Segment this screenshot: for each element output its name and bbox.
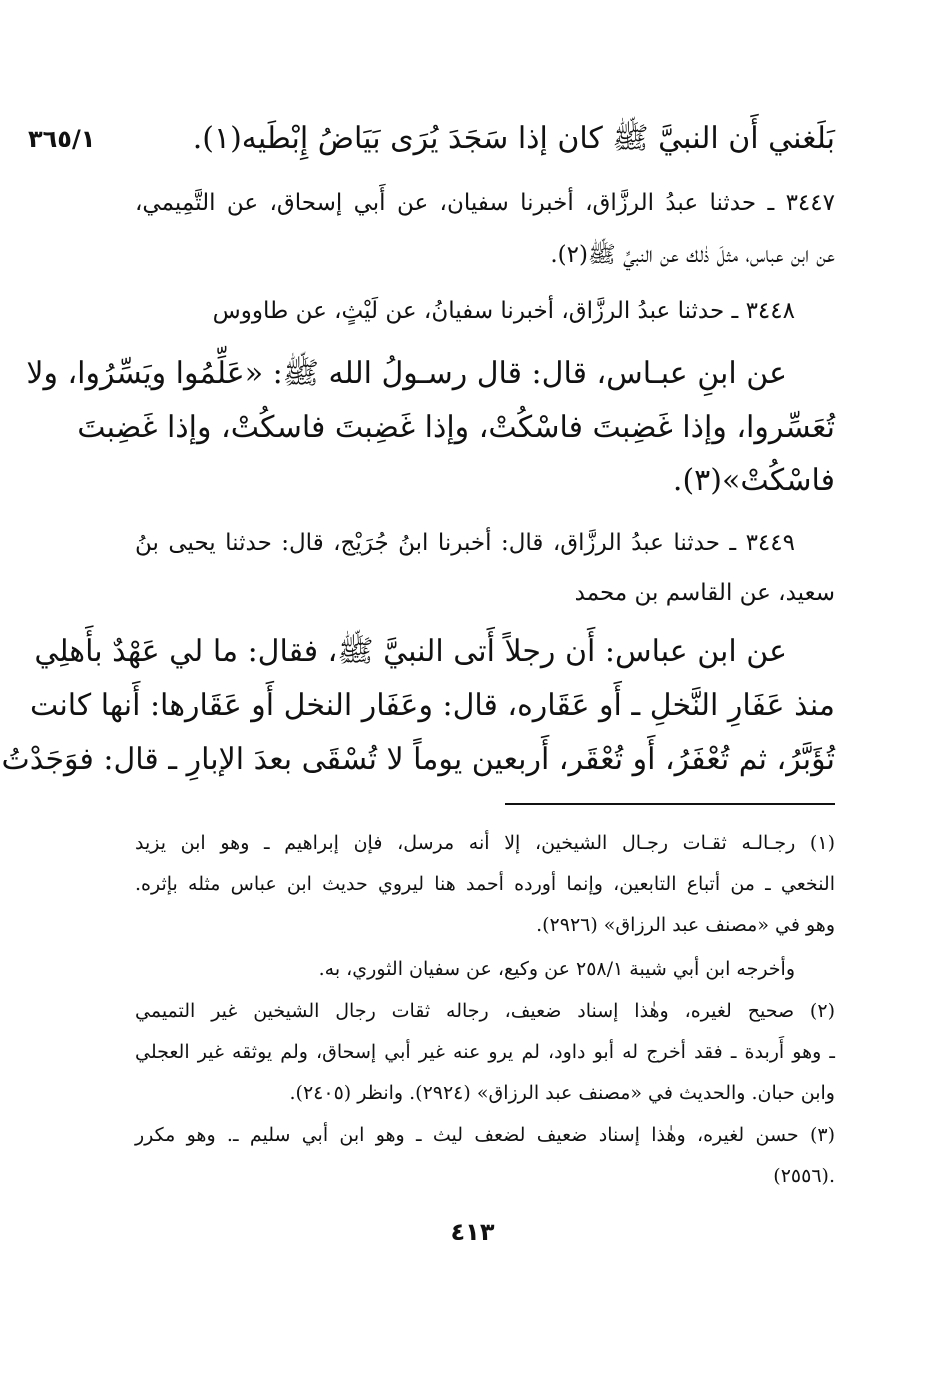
footnote-line: (١) رجـالـه ثقـات رجـال الشيخين، إلا أنه مرسل، فإن إبراهيم ـ وهو ابن يزيد [135, 832, 835, 854]
page-number: ٤١٣ [450, 1218, 495, 1246]
hadith-3449-matn-line: عن ابن عباس: أَن رجلاً أَتى النبيَّ ﷺ، فقال: ما لي عَهْدٌ بأَهلِي [34, 634, 787, 669]
hadith-3448-matn-line: تُعَسِّروا، وإذا غَضِبتَ فاسْكُتْ، وإذا غَضِبتَ فاسكُتْ، وإذا غَضِبتَ [77, 410, 835, 445]
footnote-line: (٢٥٥٦). [773, 1165, 835, 1187]
hadith-3447-isnad-line: ٣٤٤٧ ـ حدثنا عبدُ الرزَّاق، أخبرنا سفيان، عن أَبي إسحاق، عن التَّمِيمي، [135, 190, 835, 216]
volume-page-reference: ٣٦٥/١ [28, 125, 96, 153]
footnote-line: وهو في «مصنف عبد الرزاق» (٢٩٢٦). [536, 914, 835, 936]
hadith-3448-matn-line: فاسْكُتْ»(٣). [672, 463, 835, 498]
footnote-line: (٣) حسن لغيره، وهٰذا إسناد ضعيف لضعف ليث ـ وهو ابن أبي سليم ـ. وهو مكرر [135, 1124, 835, 1146]
hadith-text-line: بَلَغني أَن النبيَّ ﷺ كان إذا سَجَدَ يُرَى بَيَاضُ إِبْطَيه(١). [192, 121, 835, 156]
footnote-line: وابن حبان. والحديث في «مصنف عبد الرزاق» (٢٩٢٤). وانظر (٢٤٠٥). [289, 1082, 835, 1104]
hadith-3449-matn-line: تُؤَبَّرُ، ثم تُعْفَرُ، أَو تُعْقَر، أَربعين يوماً لا تُسْقَى بعدَ الإبارِ ـ قال: فوَجَدْتُ [1, 742, 835, 777]
hadith-3448-matn-line: عن ابنِ عبـاس، قال: قال رسـولُ الله ﷺ: «عَلِّمُوا ويَسِّرُوا، ولا [26, 356, 787, 391]
footnote-separator [505, 803, 835, 805]
hadith-3449-isnad-line: ٣٤٤٩ ـ حدثنا عبدُ الرزَّاق، قال: أخبرنا ابنُ جُرَيْج، قال: حدثنا يحيى بنُ [135, 530, 795, 556]
footnote-line: النخعي ـ من أتباع التابعين، وإنما أورده أحمد هنا ليروي حديث ابن عباس مثله بإثره. [135, 873, 835, 895]
hadith-3447-isnad-line: عن ابن عباس، مثلَ ذٰلك عن النبيِّ ﷺ(٢). [550, 242, 835, 268]
hadith-3449-matn-line: منذ عَفَارِ النَّخلِ ـ أَو عَقَاره، قال: وعَفَار النخل أَو عَقَارها: أَنها كانت [29, 688, 835, 723]
hadith-3448-isnad-line: ٣٤٤٨ ـ حدثنا عبدُ الرزَّاق، أخبرنا سفيانُ، عن لَيْثٍ، عن طاووس [212, 298, 795, 324]
footnote-line: وأخرجه ابن أبي شيبة ٢٥٨/١ عن وكيع، عن سفيان الثوري، به. [318, 958, 795, 980]
hadith-3449-isnad-line: سعيد، عن القاسم بن محمد [574, 580, 835, 606]
footnote-line: (٢) صحيح لغيره، وهٰذا إسناد ضعيف، رجاله ثقات رجال الشيخين غير التميمي [135, 1000, 835, 1022]
footnote-line: ـ وهو أَربدة ـ فقد أخرج له أبو داود، لم يرو عنه غير أبي إسحاق، ولم يوثقه غير العجلي [135, 1041, 835, 1063]
